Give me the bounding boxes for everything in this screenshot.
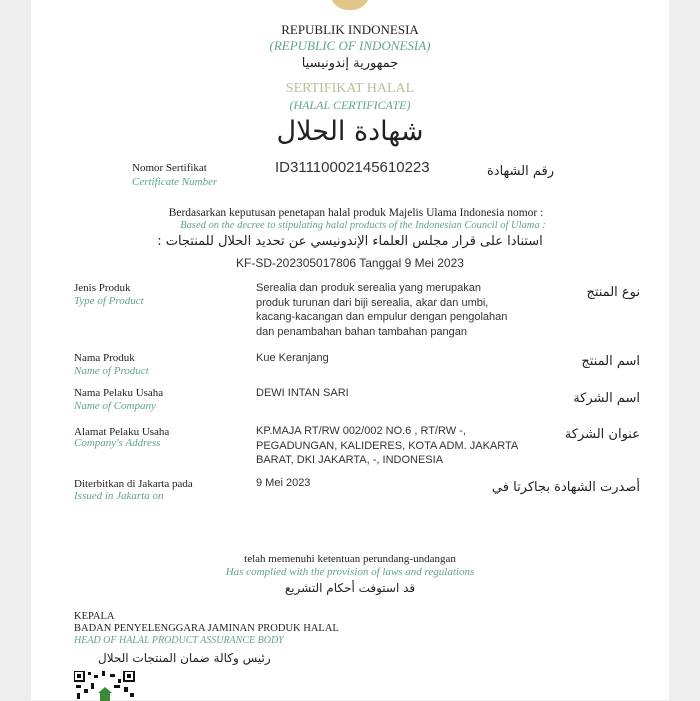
field-label: Diterbitkan di Jakarta pada xyxy=(74,478,193,490)
title-id: SERTIFIKAT HALAL xyxy=(285,81,415,96)
compliance-text-en: Has complied with the provision of laws and regulations xyxy=(225,566,475,578)
field-label: Alamat Pelaku Usaha xyxy=(74,426,170,438)
field-label-ar: عنوان الشركة xyxy=(564,427,640,442)
signatory-title: KEPALA xyxy=(74,611,115,622)
cert-number-value: ID31110002145610223 xyxy=(275,159,430,176)
field-label: Nama Pelaku Usaha xyxy=(74,387,164,399)
field-value-product-type: Serealia dan produk serealia yang merupakan produk turunan dari biji serealia, akar dan umbi, kacang-kacangan dan empulur dengan pengolahan dan penambahan bahan tambahan pangan xyxy=(256,282,508,338)
signatory-body: BADAN PENYELENGGARA JAMINAN PRODUK HALAL xyxy=(74,623,339,634)
field-value-issue-date: 9 Mei 2023 xyxy=(256,477,311,489)
compliance-text: telah memenuhi ketentuan perundang-undangan xyxy=(244,553,456,565)
signatory-en: HEAD OF HALAL PRODUCT ASSURANCE BODY xyxy=(74,635,284,646)
field-label-en: Issued in Jakarta on xyxy=(74,490,164,502)
signatory-ar: رئيس وكالة ضمان المنتجات الحلال xyxy=(98,651,271,665)
compliance-text-ar: قد استوفت أحكام التشريع xyxy=(284,581,416,595)
title-en: (HALAL CERTIFICATE) xyxy=(289,98,411,112)
field-label-en: Company's Address xyxy=(74,437,161,449)
decree-text-ar: استنادا على قرار مجلس العلماء الإندونيسي عن تحديد الحلال للمنتجات : xyxy=(157,234,543,249)
field-value-product-name: Kue Keranjang xyxy=(256,352,329,364)
cert-number-label: Nomor Sertifikat xyxy=(132,162,207,174)
field-label-en: Name of Company xyxy=(74,400,156,412)
cert-number-label-ar: رقم الشهادة xyxy=(487,164,554,179)
republic-ar: جمهورية إندونيسيا xyxy=(301,56,399,71)
decree-number: KF-SD-202305017806 Tanggal 9 Mei 2023 xyxy=(236,256,464,270)
field-label-en: Type of Product xyxy=(74,295,144,307)
title-ar: شهادة الحلال xyxy=(276,116,424,147)
republic-en: (REPUBLIC OF INDONESIA) xyxy=(269,38,431,53)
field-label-ar: اسم الشركة xyxy=(573,391,640,406)
qr-code xyxy=(74,671,136,701)
field-label-ar: نوع المنتج xyxy=(586,285,640,300)
republic-id: REPUBLIK INDONESIA xyxy=(281,22,419,37)
decree-text: Berdasarkan keputusan penetapan halal produk Majelis Ulama Indonesia nomor : xyxy=(168,207,544,219)
cert-number-label-en: Certificate Number xyxy=(132,176,218,188)
field-label: Jenis Produk xyxy=(74,282,131,294)
field-label: Nama Produk xyxy=(74,352,135,364)
field-label-en: Name of Product xyxy=(74,365,149,377)
field-value-company: DEWI INTAN SARI xyxy=(256,387,349,399)
decree-text-en: Based on the decree to stipulating halal products of the Indonesian Council of Ulama : xyxy=(180,220,546,231)
field-value-address: KP.MAJA RT/RW 002/002 NO.6 , RT/RW -, PEGADUNGAN, KALIDERES, KOTA ADM. JAKARTA BARAT, DKI JAKARTA, -, INDONESIA xyxy=(256,425,518,466)
field-label-ar: اسم المنتج xyxy=(581,354,640,369)
field-label-ar: أصدرت الشهادة بجاكرتا في xyxy=(491,480,640,495)
